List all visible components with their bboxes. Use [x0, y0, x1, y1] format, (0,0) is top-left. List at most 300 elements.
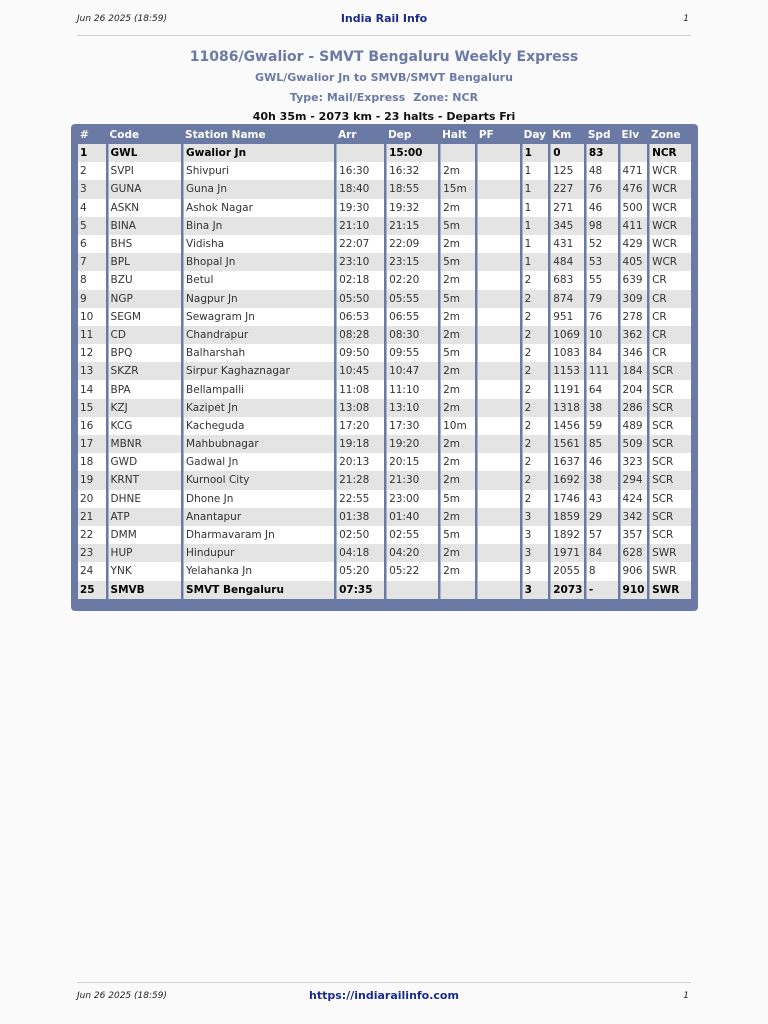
cell-elv: 362: [620, 326, 648, 344]
cell-arr: 05:50: [336, 290, 384, 308]
table-row: [78, 581, 691, 599]
cell-halt: [440, 144, 475, 162]
cell-zone: SCR: [649, 435, 691, 453]
cell-code: CD: [108, 326, 181, 344]
cell-pf: [477, 290, 520, 308]
cell-dep: 21:15: [386, 217, 438, 235]
cell-code: MBNR: [108, 435, 181, 453]
column-header-pf: PF: [478, 129, 494, 141]
cell-arr: 21:28: [336, 471, 384, 489]
table-row: [78, 271, 691, 289]
cell-pf: [477, 581, 520, 599]
cell-spd: 111: [586, 362, 618, 380]
cell-dep: 15:00: [386, 144, 438, 162]
cell-code: YNK: [108, 562, 181, 580]
cell-km: 1083: [550, 344, 584, 362]
cell-zone: SCR: [649, 362, 691, 380]
cell-km: 951: [550, 308, 584, 326]
column-header-station-name: Station Name: [185, 129, 266, 141]
cell-code: BPL: [108, 253, 181, 271]
cell-arr: 09:50: [336, 344, 384, 362]
cell-arr: 04:18: [336, 544, 384, 562]
cell-code: HUP: [108, 544, 181, 562]
cell-index: 6: [78, 235, 106, 253]
cell-index: 13: [78, 362, 106, 380]
cell-index: 10: [78, 308, 106, 326]
schedule-table-frame: [71, 124, 698, 611]
cell-halt: 2m: [440, 235, 475, 253]
cell-code: GUNA: [108, 180, 181, 198]
table-row: [78, 290, 691, 308]
cell-dep: 13:10: [386, 399, 438, 417]
cell-dep: 08:30: [386, 326, 438, 344]
table-body: [78, 144, 691, 599]
cell-spd: 76: [586, 308, 618, 326]
cell-dep: 23:00: [386, 490, 438, 508]
cell-elv: 278: [620, 308, 648, 326]
cell-elv: 204: [620, 380, 648, 398]
page-number: 1: [683, 14, 689, 24]
column-header-index: #: [80, 129, 89, 141]
cell-halt: 2m: [440, 162, 475, 180]
column-header-dep: Dep: [388, 129, 412, 141]
cell-arr: 02:50: [336, 526, 384, 544]
cell-code: DHNE: [108, 490, 181, 508]
cell-km: 683: [550, 271, 584, 289]
cell-elv: 294: [620, 471, 648, 489]
cell-halt: 2m: [440, 362, 475, 380]
cell-station-name: Dharmavaram Jn: [183, 526, 334, 544]
cell-zone: SCR: [649, 399, 691, 417]
cell-dep: 05:22: [386, 562, 438, 580]
cell-pf: [477, 180, 520, 198]
cell-code: GWL: [108, 144, 181, 162]
cell-spd: 46: [586, 453, 618, 471]
cell-station-name: Sewagram Jn: [183, 308, 334, 326]
cell-spd: 8: [586, 562, 618, 580]
cell-day: 3: [522, 508, 549, 526]
cell-zone: SCR: [649, 508, 691, 526]
table-row: [78, 435, 691, 453]
cell-zone: SCR: [649, 471, 691, 489]
cell-km: 1456: [550, 417, 584, 435]
cell-halt: 5m: [440, 490, 475, 508]
cell-code: BPQ: [108, 344, 181, 362]
cell-elv: 500: [620, 199, 648, 217]
cell-dep: 05:55: [386, 290, 438, 308]
cell-halt: 5m: [440, 344, 475, 362]
cell-day: 1: [522, 217, 549, 235]
cell-elv: 639: [620, 271, 648, 289]
cell-station-name: Kacheguda: [183, 417, 334, 435]
cell-index: 19: [78, 471, 106, 489]
cell-day: 3: [522, 581, 549, 599]
cell-day: 3: [522, 526, 549, 544]
cell-pf: [477, 144, 520, 162]
cell-station-name: Bhopal Jn: [183, 253, 334, 271]
cell-code: BZU: [108, 271, 181, 289]
cell-zone: CR: [649, 326, 691, 344]
cell-index: 22: [78, 526, 106, 544]
cell-index: 21: [78, 508, 106, 526]
cell-dep: 02:20: [386, 271, 438, 289]
cell-halt: 5m: [440, 290, 475, 308]
cell-station-name: Betul: [183, 271, 334, 289]
cell-index: 4: [78, 199, 106, 217]
cell-code: ATP: [108, 508, 181, 526]
cell-spd: 55: [586, 271, 618, 289]
cell-arr: 11:08: [336, 380, 384, 398]
cell-station-name: Hindupur: [183, 544, 334, 562]
column-header-halt: Halt: [442, 129, 467, 141]
cell-spd: 84: [586, 544, 618, 562]
cell-pf: [477, 544, 520, 562]
cell-km: 1746: [550, 490, 584, 508]
cell-zone: SCR: [649, 380, 691, 398]
table-row: [78, 253, 691, 271]
cell-pf: [477, 471, 520, 489]
cell-dep: 18:55: [386, 180, 438, 198]
cell-pf: [477, 399, 520, 417]
cell-km: 1191: [550, 380, 584, 398]
cell-km: 1561: [550, 435, 584, 453]
cell-halt: 10m: [440, 417, 475, 435]
cell-code: SEGM: [108, 308, 181, 326]
cell-spd: 46: [586, 199, 618, 217]
cell-km: 1892: [550, 526, 584, 544]
cell-halt: 2m: [440, 326, 475, 344]
column-header-km: Km: [552, 129, 572, 141]
cell-index: 16: [78, 417, 106, 435]
cell-zone: CR: [649, 290, 691, 308]
table-row: [78, 199, 691, 217]
cell-day: 2: [522, 362, 549, 380]
table-row: [78, 344, 691, 362]
cell-zone: CR: [649, 308, 691, 326]
cell-code: BHS: [108, 235, 181, 253]
cell-arr: 06:53: [336, 308, 384, 326]
cell-dep: 22:09: [386, 235, 438, 253]
table-row: [78, 180, 691, 198]
cell-elv: 509: [620, 435, 648, 453]
cell-spd: 29: [586, 508, 618, 526]
cell-km: 345: [550, 217, 584, 235]
cell-index: 25: [78, 581, 106, 599]
cell-km: 874: [550, 290, 584, 308]
cell-arr: 13:08: [336, 399, 384, 417]
cell-dep: [386, 581, 438, 599]
table-row: [78, 144, 691, 162]
cell-spd: 38: [586, 399, 618, 417]
cell-index: 15: [78, 399, 106, 417]
cell-day: 2: [522, 290, 549, 308]
cell-pf: [477, 308, 520, 326]
cell-pf: [477, 235, 520, 253]
cell-station-name: Anantapur: [183, 508, 334, 526]
cell-arr: 17:20: [336, 417, 384, 435]
cell-km: 2055: [550, 562, 584, 580]
cell-arr: 21:10: [336, 217, 384, 235]
train-type-zone: [0, 91, 768, 104]
cell-pf: [477, 562, 520, 580]
cell-zone: WCR: [649, 235, 691, 253]
print-date: Jun 26 2025 (18:59): [77, 14, 167, 24]
column-header-zone: Zone: [651, 129, 681, 141]
cell-zone: SCR: [649, 453, 691, 471]
cell-day: 2: [522, 326, 549, 344]
cell-station-name: Shivpuri: [183, 162, 334, 180]
cell-day: 3: [522, 562, 549, 580]
cell-dep: 21:30: [386, 471, 438, 489]
cell-dep: 01:40: [386, 508, 438, 526]
cell-km: 125: [550, 162, 584, 180]
column-header-arr: Arr: [338, 129, 357, 141]
cell-station-name: Dhone Jn: [183, 490, 334, 508]
cell-station-name: Kurnool City: [183, 471, 334, 489]
cell-spd: 85: [586, 435, 618, 453]
cell-spd: 64: [586, 380, 618, 398]
train-zone: Zone: NCR: [413, 91, 479, 104]
cell-halt: 2m: [440, 399, 475, 417]
cell-index: 18: [78, 453, 106, 471]
cell-dep: 10:47: [386, 362, 438, 380]
train-summary: 40h 35m - 2073 km - 23 halts - Departs Fri: [252, 110, 516, 123]
cell-zone: SWR: [649, 581, 691, 599]
table-row: [78, 526, 691, 544]
cell-km: 227: [550, 180, 584, 198]
cell-spd: 79: [586, 290, 618, 308]
table-row: [78, 399, 691, 417]
cell-dep: 19:32: [386, 199, 438, 217]
cell-pf: [477, 217, 520, 235]
cell-halt: 15m: [440, 180, 475, 198]
cell-pf: [477, 435, 520, 453]
cell-day: 2: [522, 308, 549, 326]
cell-spd: 38: [586, 471, 618, 489]
cell-zone: WCR: [649, 180, 691, 198]
cell-pf: [477, 253, 520, 271]
cell-station-name: Yelahanka Jn: [183, 562, 334, 580]
cell-arr: 16:30: [336, 162, 384, 180]
table-row: [78, 471, 691, 489]
cell-dep: 16:32: [386, 162, 438, 180]
table-row: [78, 562, 691, 580]
cell-spd: 76: [586, 180, 618, 198]
cell-elv: 910: [620, 581, 648, 599]
cell-day: 2: [522, 471, 549, 489]
cell-code: GWD: [108, 453, 181, 471]
cell-arr: 20:13: [336, 453, 384, 471]
cell-spd: -: [586, 581, 618, 599]
page-number-footer: 1: [683, 991, 689, 1001]
cell-elv: 357: [620, 526, 648, 544]
cell-day: 2: [522, 271, 549, 289]
print-date-footer: Jun 26 2025 (18:59): [77, 991, 167, 1001]
cell-code: SKZR: [108, 362, 181, 380]
cell-station-name: Guna Jn: [183, 180, 334, 198]
cell-elv: 476: [620, 180, 648, 198]
cell-dep: 06:55: [386, 308, 438, 326]
cell-pf: [477, 417, 520, 435]
cell-zone: SCR: [649, 526, 691, 544]
cell-day: 2: [522, 435, 549, 453]
cell-arr: 07:35: [336, 581, 384, 599]
cell-elv: 489: [620, 417, 648, 435]
cell-code: SVPI: [108, 162, 181, 180]
cell-zone: SCR: [649, 417, 691, 435]
cell-halt: 2m: [440, 562, 475, 580]
column-header-day: Day: [523, 129, 546, 141]
cell-pf: [477, 380, 520, 398]
cell-arr: 10:45: [336, 362, 384, 380]
cell-pf: [477, 162, 520, 180]
cell-dep: 17:30: [386, 417, 438, 435]
cell-km: 1859: [550, 508, 584, 526]
cell-halt: 2m: [440, 453, 475, 471]
cell-zone: WCR: [649, 199, 691, 217]
cell-arr: 02:18: [336, 271, 384, 289]
cell-zone: WCR: [649, 217, 691, 235]
cell-day: 2: [522, 380, 549, 398]
cell-code: ASKN: [108, 199, 181, 217]
cell-dep: 23:15: [386, 253, 438, 271]
cell-halt: 2m: [440, 435, 475, 453]
cell-zone: SWR: [649, 544, 691, 562]
cell-spd: 10: [586, 326, 618, 344]
cell-dep: 09:55: [386, 344, 438, 362]
table-row: [78, 380, 691, 398]
cell-station-name: Gadwal Jn: [183, 453, 334, 471]
table-row: [78, 490, 691, 508]
train-route: GWL/Gwalior Jn to SMVB/SMVT Bengaluru: [255, 71, 513, 84]
cell-dep: 11:10: [386, 380, 438, 398]
cell-zone: SWR: [649, 562, 691, 580]
cell-code: DMM: [108, 526, 181, 544]
cell-station-name: Bellampalli: [183, 380, 334, 398]
cell-zone: NCR: [649, 144, 691, 162]
cell-index: 23: [78, 544, 106, 562]
cell-km: 484: [550, 253, 584, 271]
cell-day: 1: [522, 253, 549, 271]
cell-halt: 2m: [440, 199, 475, 217]
cell-arr: 19:18: [336, 435, 384, 453]
cell-elv: 424: [620, 490, 648, 508]
cell-elv: 342: [620, 508, 648, 526]
cell-pf: [477, 344, 520, 362]
cell-halt: 2m: [440, 544, 475, 562]
table-row: [78, 162, 691, 180]
cell-station-name: Nagpur Jn: [183, 290, 334, 308]
cell-dep: 04:20: [386, 544, 438, 562]
cell-km: 1069: [550, 326, 584, 344]
table-row: [78, 544, 691, 562]
cell-pf: [477, 490, 520, 508]
cell-pf: [477, 453, 520, 471]
cell-spd: 48: [586, 162, 618, 180]
cell-elv: 906: [620, 562, 648, 580]
cell-index: 17: [78, 435, 106, 453]
cell-km: 1637: [550, 453, 584, 471]
cell-zone: SCR: [649, 490, 691, 508]
site-url-link[interactable]: https://indiarailinfo.com: [309, 989, 459, 1002]
cell-halt: 2m: [440, 380, 475, 398]
cell-km: 1692: [550, 471, 584, 489]
cell-halt: 2m: [440, 271, 475, 289]
cell-elv: 429: [620, 235, 648, 253]
cell-code: BPA: [108, 380, 181, 398]
cell-station-name: Vidisha: [183, 235, 334, 253]
cell-arr: 05:20: [336, 562, 384, 580]
cell-index: 3: [78, 180, 106, 198]
cell-index: 20: [78, 490, 106, 508]
cell-day: 2: [522, 490, 549, 508]
cell-day: 2: [522, 453, 549, 471]
table-header-row: [78, 126, 691, 144]
cell-halt: [440, 581, 475, 599]
cell-arr: [336, 144, 384, 162]
cell-zone: CR: [649, 344, 691, 362]
cell-index: 14: [78, 380, 106, 398]
cell-elv: 346: [620, 344, 648, 362]
cell-km: 1971: [550, 544, 584, 562]
cell-code: BINA: [108, 217, 181, 235]
cell-spd: 52: [586, 235, 618, 253]
cell-spd: 83: [586, 144, 618, 162]
table-row: [78, 326, 691, 344]
page-header: [77, 11, 691, 36]
cell-day: 1: [522, 162, 549, 180]
table-row: [78, 362, 691, 380]
train-title: 11086/Gwalior - SMVT Bengaluru Weekly Express: [189, 49, 579, 65]
cell-km: 1318: [550, 399, 584, 417]
cell-halt: 5m: [440, 526, 475, 544]
cell-code: NGP: [108, 290, 181, 308]
cell-index: 2: [78, 162, 106, 180]
cell-dep: 02:55: [386, 526, 438, 544]
schedule-table: [76, 126, 693, 599]
cell-station-name: Mahbubnagar: [183, 435, 334, 453]
table-row: [78, 417, 691, 435]
cell-index: 1: [78, 144, 106, 162]
cell-dep: 19:20: [386, 435, 438, 453]
cell-elv: 471: [620, 162, 648, 180]
cell-arr: 23:10: [336, 253, 384, 271]
cell-elv: 309: [620, 290, 648, 308]
cell-code: KZJ: [108, 399, 181, 417]
cell-code: SMVB: [108, 581, 181, 599]
cell-zone: WCR: [649, 162, 691, 180]
cell-spd: 98: [586, 217, 618, 235]
cell-halt: 5m: [440, 217, 475, 235]
cell-index: 12: [78, 344, 106, 362]
cell-index: 5: [78, 217, 106, 235]
cell-halt: 5m: [440, 253, 475, 271]
cell-station-name: Bina Jn: [183, 217, 334, 235]
cell-spd: 43: [586, 490, 618, 508]
cell-km: 0: [550, 144, 584, 162]
cell-station-name: Chandrapur: [183, 326, 334, 344]
cell-station-name: Balharshah: [183, 344, 334, 362]
cell-halt: 2m: [440, 471, 475, 489]
cell-day: 1: [522, 235, 549, 253]
cell-day: 1: [522, 199, 549, 217]
cell-arr: 01:38: [336, 508, 384, 526]
cell-day: 1: [522, 180, 549, 198]
cell-km: 2073: [550, 581, 584, 599]
cell-day: 2: [522, 399, 549, 417]
cell-elv: 323: [620, 453, 648, 471]
train-type: Type: Mail/Express: [289, 91, 406, 104]
